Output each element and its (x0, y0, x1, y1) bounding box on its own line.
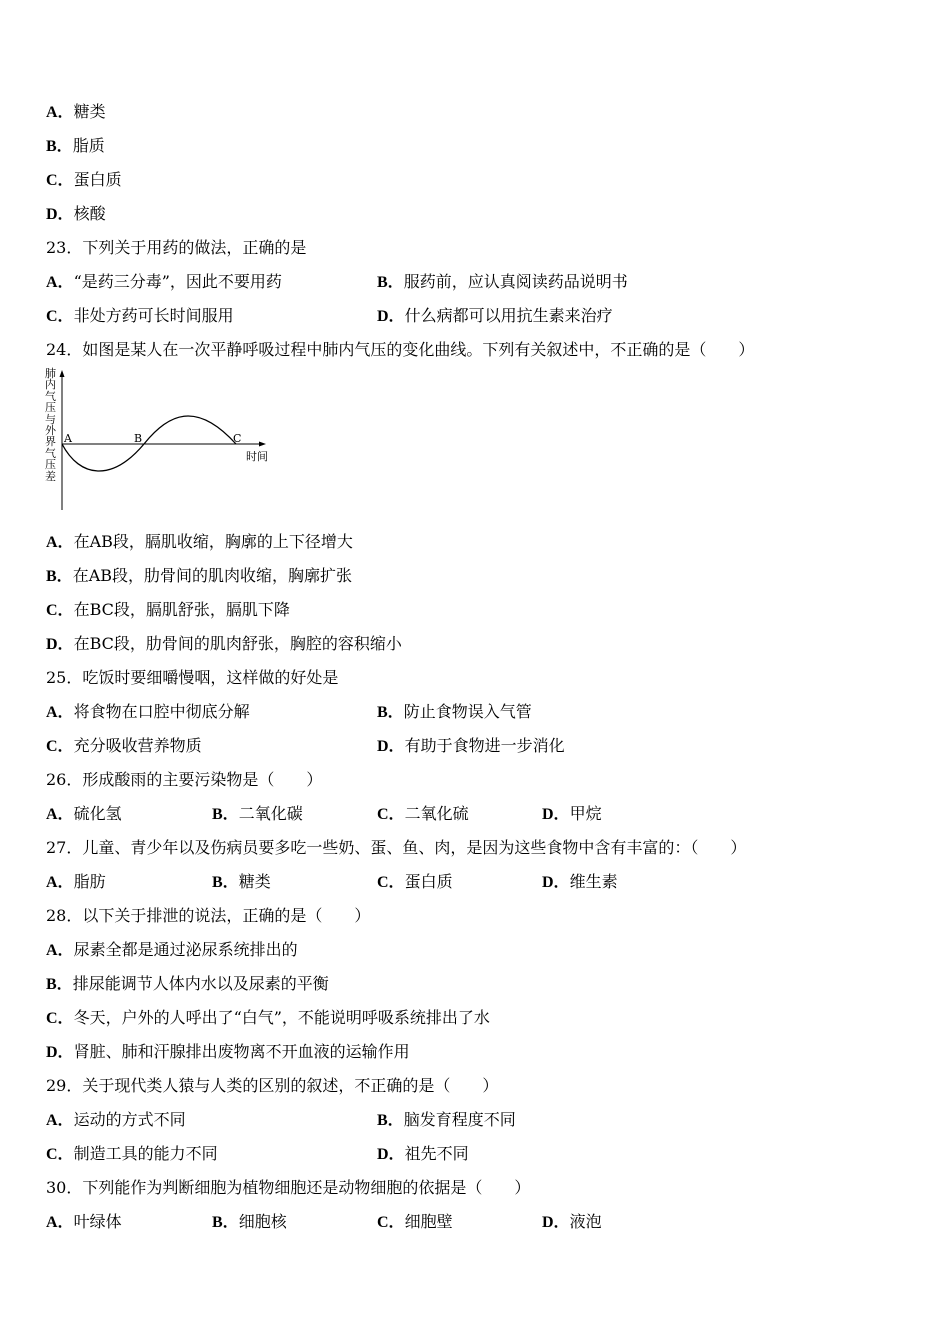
q23-option-d: D．什么病都可以用抗生素来治疗 (377, 306, 613, 325)
q29-option-c: C．制造工具的能力不同 (46, 1144, 218, 1163)
q29-option-d: D．祖先不同 (377, 1144, 469, 1163)
q23-stem: 23．下列关于用药的做法，正确的是 (46, 238, 307, 257)
q27-stem: 27．儿童、青少年以及伤病员要多吃一些奶、蛋、鱼、肉，是因为这些食物中含有丰富的：（ ） (46, 838, 747, 857)
q30-option-a: A．叶绿体 (46, 1212, 122, 1231)
y-axis-arrow (60, 370, 65, 377)
q25-stem: 25．吃饭时要细嚼慢咽，这样做的好处是 (46, 668, 339, 687)
q26-option-b: B．二氧化碳 (212, 804, 303, 823)
q30-option-d: D．液泡 (542, 1212, 602, 1231)
q23-option-a: A．“是药三分毒”，因此不要用药 (46, 272, 282, 291)
q24-option-b: B．在AB段，肋骨间的肌肉收缩，胸廓扩张 (46, 566, 353, 585)
x-axis-label: 时间 (246, 450, 268, 463)
q27-option-c: C．蛋白质 (377, 872, 453, 891)
point-a-label: A (64, 432, 72, 445)
q29-stem: 29．关于现代类人猿与人类的区别的叙述，不正确的是（ ） (46, 1076, 499, 1095)
q28-stem: 28．以下关于排泄的说法，正确的是（ ） (46, 906, 371, 925)
q26-stem: 26．形成酸雨的主要污染物是（ ） (46, 770, 323, 789)
q30-option-b: B．细胞核 (212, 1212, 287, 1231)
y-axis-label: 肺 内 气 压 与 外 界 气 压 差 (45, 367, 56, 483)
q24-stem: 24．如图是某人在一次平静呼吸过程中肺内气压的变化曲线。下列有关叙述中，不正确的是（ ） (46, 340, 755, 359)
q27-option-a: A．脂肪 (46, 872, 106, 891)
q22-option-a: A．糖类 (46, 102, 106, 121)
q23-option-b: B．服药前，应认真阅读药品说明书 (377, 272, 628, 291)
q28-option-d: D．肾脏、肺和汗腺排出废物离不开血液的运输作用 (46, 1042, 410, 1061)
q22-option-d: D．核酸 (46, 204, 106, 223)
q29-option-b: B．脑发育程度不同 (377, 1110, 516, 1129)
q25-option-b: B．防止食物误入气管 (377, 702, 532, 721)
point-c-label: C (233, 432, 242, 445)
q22-option-b: B．脂质 (46, 136, 105, 155)
q28-option-a: A．尿素全都是通过泌尿系统排出的 (46, 940, 298, 959)
q28-option-b: B．排尿能调节人体内水以及尿素的平衡 (46, 974, 329, 993)
q30-option-c: C．细胞壁 (377, 1212, 453, 1231)
q24-option-d: D．在BC段，肋骨间的肌肉舒张，胸腔的容积缩小 (46, 634, 402, 653)
q25-option-c: C．充分吸收营养物质 (46, 736, 202, 755)
q25-option-a: A．将食物在口腔中彻底分解 (46, 702, 250, 721)
q26-option-a: A．硫化氢 (46, 804, 122, 823)
q26-option-d: D．甲烷 (542, 804, 602, 823)
q27-option-d: D．维生素 (542, 872, 618, 891)
x-axis-arrow (259, 442, 266, 447)
q25-option-d: D．有助于食物进一步消化 (377, 736, 565, 755)
q23-option-c: C．非处方药可长时间服用 (46, 306, 234, 325)
q26-option-c: C．二氧化硫 (377, 804, 469, 823)
q27-option-b: B．糖类 (212, 872, 271, 891)
q28-option-c: C．冬天，户外的人呼出了“白气”，不能说明呼吸系统排出了水 (46, 1008, 490, 1027)
q24-option-a: A．在AB段，膈肌收缩，胸廓的上下径增大 (46, 532, 353, 551)
q29-option-a: A．运动的方式不同 (46, 1110, 186, 1129)
q24-option-c: C．在BC段，膈肌舒张，膈肌下降 (46, 600, 290, 619)
point-b-label: B (134, 432, 143, 445)
q22-option-c: C．蛋白质 (46, 170, 122, 189)
q30-stem: 30．下列能作为判断细胞为植物细胞还是动物细胞的依据是（ ） (46, 1178, 531, 1197)
curve-svg (40, 364, 280, 514)
